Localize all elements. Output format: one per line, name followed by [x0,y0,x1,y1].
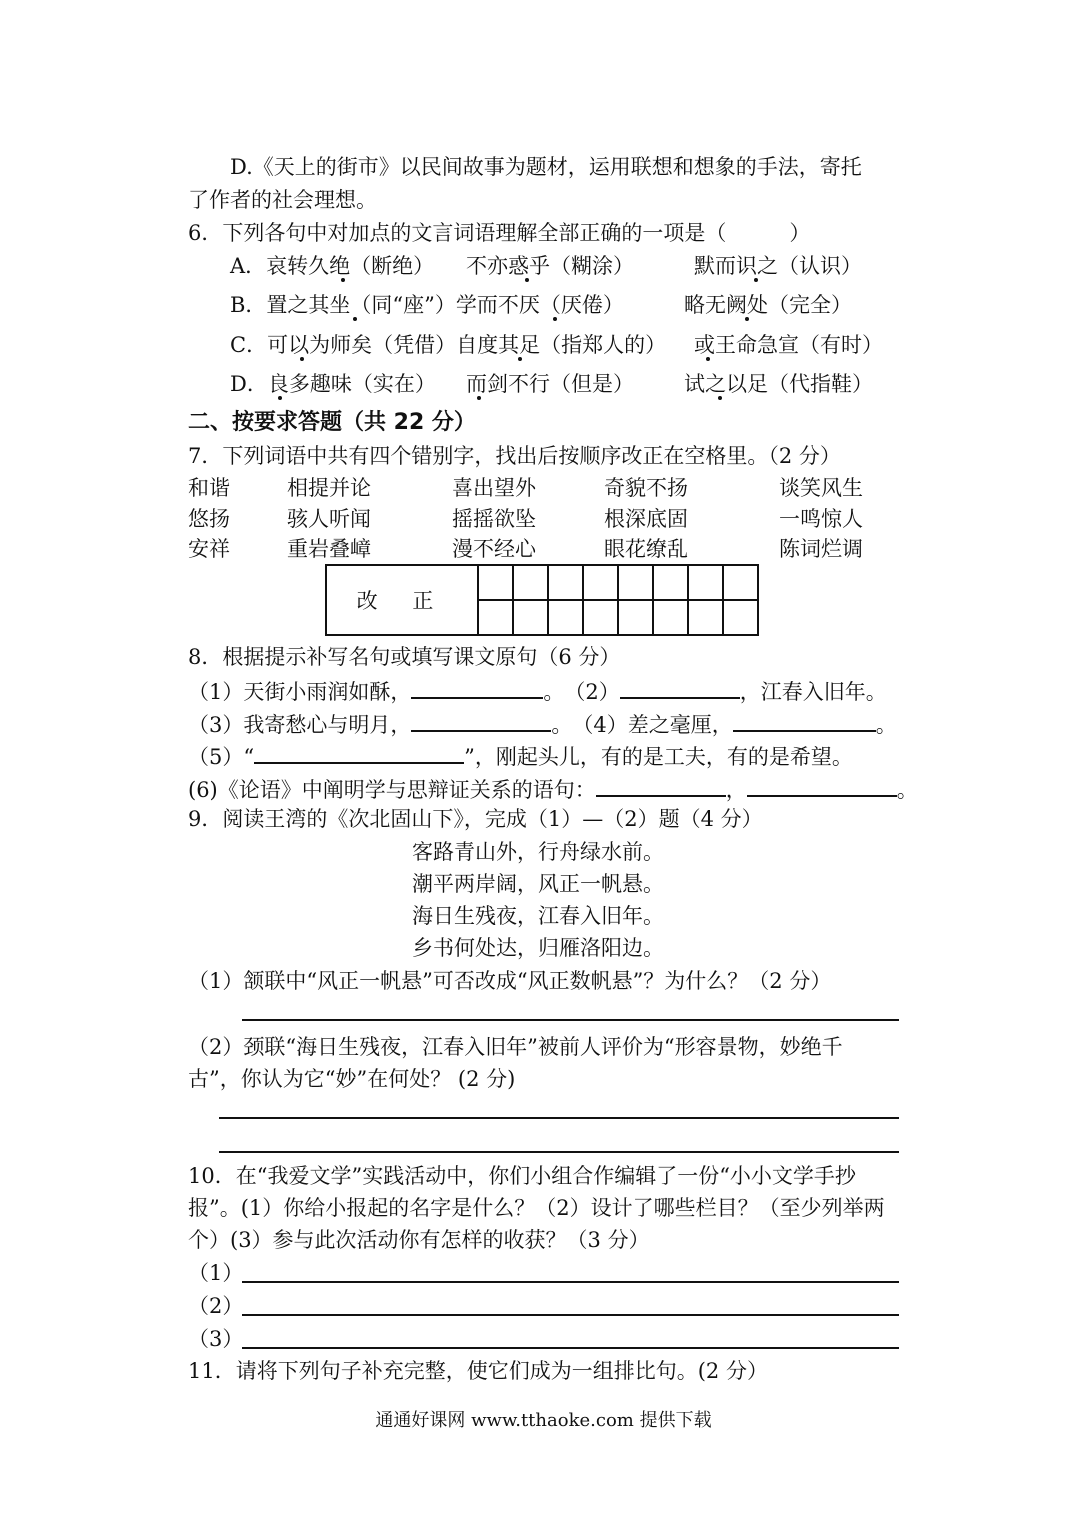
correction-cell[interactable] [653,565,688,600]
emphasis-dot [300,357,304,361]
answer-line[interactable] [219,1151,899,1153]
answer-blank[interactable] [411,675,543,699]
q6-option-c-3: 或王命急宣（有时） [694,333,883,357]
emphasis-dot [754,278,758,282]
section-2-heading: 二、按要求答题（共 22 分） [188,410,476,435]
answer-line[interactable] [242,1314,899,1316]
emphasis-dot [553,317,557,321]
q8-text: 。 （2） [543,680,620,704]
emphasis-dot [477,396,481,400]
emphasis-dot [745,317,749,321]
q9-sub2-line1: （2）颈联“海日生残夜，江春入旧年”被前人评价为“形容景物，妙绝千 [188,1035,843,1059]
answer-blank[interactable] [411,708,551,732]
correction-cell[interactable] [548,565,583,600]
correction-label: 改 正 [326,565,478,635]
emphasis-dot [278,396,282,400]
q7-stem: 7．下列词语中共有四个错别字，找出后按顺序改正在空格里。（2 分） [188,444,841,468]
q8-text: （5）“ [188,745,255,769]
q8-line-1 [188,675,887,706]
q7-word: 摇摇欲坠 [452,507,536,531]
answer-line[interactable] [242,1347,899,1349]
q10-label-1: （1） [188,1261,244,1285]
q8-text: (6)《论语》中阐明学与思辩证关系的语句： [188,778,596,802]
correction-cell[interactable] [478,565,513,600]
q8-text: ，江春入旧年。 [739,680,887,704]
q7-word: 安祥 [188,537,230,561]
q8-text: （3）我寄愁心与明月， [188,713,412,737]
correction-cell[interactable] [653,600,688,635]
q8-text: 。 [896,778,918,802]
answer-blank[interactable] [747,773,897,797]
q8-line-4 [188,773,918,804]
q8-line-3 [188,740,853,771]
q7-word: 一鸣惊人 [779,507,863,531]
correction-cell[interactable] [513,565,548,600]
q7-word: 重岩叠嶂 [287,537,371,561]
poem-line: 乡书何处达，归雁洛阳边。 [412,936,664,960]
correction-cell[interactable] [618,565,653,600]
correction-cell[interactable] [513,600,548,635]
q10-line1: 10．在“我爱文学”实践活动中，你们小组合作编辑了一份“小小文学手抄 [188,1164,856,1188]
q6-option-d-1: D．良多趣味（实在） [230,372,436,396]
q10-line2: 报”。(1）你给小报起的名字是什么？（2）设计了哪些栏目？（至少列举两 [188,1196,885,1220]
q6-option-a-3: 默而识之（认识） [694,254,862,278]
q6-option-b-1: B．置之其坐（同“座”）学而不厌（厌倦） [230,293,624,317]
q7-word: 喜出望外 [452,476,536,500]
q7-word: 根深底固 [604,507,688,531]
q10-line3: 个）(3）参与此次活动你有怎样的收获？（3 分） [188,1228,650,1252]
q7-word: 陈词烂调 [779,537,863,561]
poem-line: 客路青山外，行舟绿水前。 [412,840,664,864]
q6-option-b-3: 略无阙处（完全） [684,293,852,317]
q7-word: 相提并论 [287,476,371,500]
correction-cell[interactable] [618,600,653,635]
q7-word: 骇人听闻 [287,507,371,531]
q6-option-d-2: 而剑不行（但是） [466,372,634,396]
q11-stem: 11．请将下列句子补充完整，使它们成为一组排比句。(2 分） [188,1359,768,1383]
answer-blank[interactable] [620,675,740,699]
correction-cell[interactable] [723,565,758,600]
q5-option-d-line2: 了作者的社会理想。 [188,188,377,212]
q8-text: ， [725,778,747,802]
q7-word: 谈笑风生 [779,476,863,500]
q7-word: 奇貌不扬 [604,476,688,500]
q8-text: 。 （4）差之毫厘， [551,713,733,737]
correction-cell[interactable] [723,600,758,635]
answer-blank[interactable] [596,773,726,797]
q10-label-2: （2） [188,1294,244,1318]
answer-line[interactable] [242,1281,899,1283]
answer-line[interactable] [242,1019,899,1021]
emphasis-dot [341,278,345,282]
answer-line[interactable] [219,1117,899,1119]
q9-sub1: （1）颔联中“风正一帆悬”可否改成“风正数帆悬”？为什么？（2 分） [188,969,832,993]
correction-cell[interactable] [583,565,618,600]
emphasis-dot [353,317,357,321]
q10-label-3: （3） [188,1327,244,1351]
correction-cell[interactable] [688,565,723,600]
poem-line: 潮平两岸阔，风正一帆悬。 [412,872,664,896]
emphasis-dot [706,357,710,361]
q6-option-a-1: A．哀转久绝（断绝） [230,254,435,278]
q8-stem: 8．根据提示补写名句或填写课文原句（6 分） [188,645,621,669]
q6-option-c-1: C．可以为师矣（凭借）自度其足（指郑人的） [230,333,667,357]
answer-blank[interactable] [733,708,876,732]
poem-line: 海日生残夜，江春入旧年。 [412,904,664,928]
q8-text: 。 [875,713,897,737]
emphasis-dot [518,357,522,361]
q7-word: 漫不经心 [452,537,536,561]
answer-blank[interactable] [254,740,464,764]
q6-stem: 6．下列各句中对加点的文言词语理解全部正确的一项是（ ） [188,221,811,245]
correction-cell[interactable] [688,600,723,635]
q5-option-d-line1: D.《天上的街市》以民间故事为题材，运用联想和想象的手法，寄托 [230,155,862,179]
correction-grid [325,564,759,636]
q7-word: 悠扬 [188,507,230,531]
footer: 通通好课网 www.tthaoke.com 提供下载 [375,1410,712,1431]
q8-text: （1）天街小雨润如酥， [188,680,412,704]
q9-sub2-line2: 古”，你认为它“妙”在何处？ (2 分) [188,1067,516,1091]
q6-option-d-3: 试之以足（代指鞋） [684,372,873,396]
emphasis-dot [718,396,722,400]
q9-stem: 9．阅读王湾的《次北固山下》，完成（1）—（2）题（4 分） [188,807,763,831]
correction-cell[interactable] [478,600,513,635]
q7-word: 眼花缭乱 [604,537,688,561]
emphasis-dot [525,278,529,282]
correction-cell[interactable] [548,600,583,635]
q8-text: ”，刚起头儿，有的是工夫，有的是希望。 [464,745,853,769]
q7-word: 和谐 [188,476,230,500]
q8-line-2 [188,708,897,739]
q6-option-a-2: 不亦惑乎（糊涂） [466,254,634,278]
correction-cell[interactable] [583,600,618,635]
